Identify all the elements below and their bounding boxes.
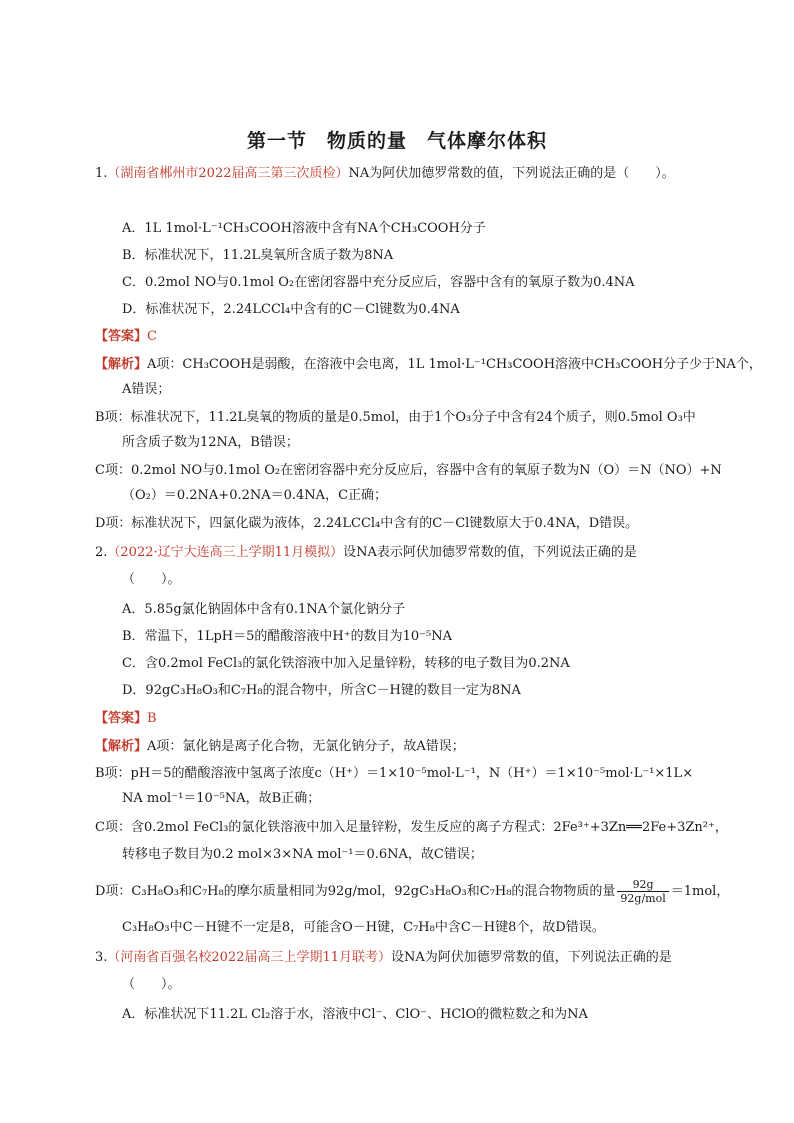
fraction: $\frac{92g}{\text{92g/mol}}$ — [617, 878, 668, 905]
question-2-analysis-d-cont: C₃H₈O₃中C－H键不一定是8，可能含O－H键，C₇H₈中含C－H键8个，故D错误。 — [122, 920, 605, 935]
question-3-stem-cont: （ ）。 — [122, 977, 181, 992]
question-2-source: （2022·辽宁大连高三上学期11月模拟） — [107, 545, 344, 560]
question-2-analysis-a: 【解析】A项：氯化钠是离子化合物，无氯化钠分子，故A错误； — [95, 739, 465, 754]
question-3-stem: 3.（河南省百强名校2022届高三上学期11月联考）设NA为阿伏加德罗常数的值，下列说法正确的是 — [95, 950, 672, 965]
question-2-analysis-b: B项：pH＝5的醋酸溶液中氢离子浓度c（H⁺）＝1×10⁻⁵mol·L⁻¹，N（H⁺）＝1×10⁻⁵mol·L⁻¹×1L× — [95, 766, 694, 781]
question-1-option-b: B．标准状况下，11.2L臭氧所含质子数为8NA — [122, 248, 394, 263]
question-1-analysis-c-cont: （O₂）＝0.2NA+0.2NA＝0.4NA，C正确； — [122, 488, 388, 503]
question-2-stem-cont: （ ）。 — [122, 572, 181, 587]
question-3-option-a: A．标准状况下11.2L Cl₂溶于水，溶液中Cl⁻、ClO⁻、HClO的微粒数之和为NA — [122, 1007, 588, 1022]
question-2-analysis-c-cont: 转移电子数目为0.2 mol×3×NA mol⁻¹＝0.6NA，故C错误； — [122, 847, 483, 862]
question-2-option-c: C．含0.2mol FeCl₃的氯化铁溶液中加入足量锌粉，转移的电子数目为0.2NA — [122, 656, 570, 671]
question-1-option-a: A．1L 1mol·L⁻¹CH₃COOH溶液中含有NA个CH₃COOH分子 — [122, 221, 486, 236]
question-1-answer: 【答案】C — [95, 329, 157, 344]
question-1-analysis-c: C项：0.2mol NO与0.1mol O₂在密闭容器中充分反应后，容器中含有的氧原子数为N（O）＝N（NO）+N — [95, 463, 722, 478]
question-2-option-d: D．92gC₃H₈O₃和C₇H₈的混合物中，所含C－H键的数目一定为8NA — [122, 683, 521, 698]
question-3-source: （河南省百强名校2022届高三上学期11月联考） — [107, 950, 392, 965]
question-1-analysis-d: D项：标准状况下，四氯化碳为液体，2.24LCCl₄中含有的C－Cl键数原大于0.4NA，D错误。 — [95, 516, 639, 531]
question-1-option-c: C．0.2mol NO与0.1mol O₂在密闭容器中充分反应后，容器中含有的氧原子数为0.4NA — [122, 275, 635, 290]
question-1-stem: 1.（湖南省郴州市2022届高三第三次质检）NA为阿伏加德罗常数的值，下列说法正确的是（ ）。 — [95, 166, 675, 181]
question-1-analysis-b-cont: 所含质子数为12NA，B错误； — [122, 435, 299, 450]
question-1-analysis-b: B项：标准状况下，11.2L臭氧的物质的量是0.5mol，由于1个O₃分子中含有24个质子，则0.5mol O₃中 — [95, 410, 696, 425]
question-1-source: （湖南省郴州市2022届高三第三次质检） — [107, 166, 349, 181]
question-1-analysis-a: 【解析】A项：CH₃COOH是弱酸，在溶液中会电离，1L 1mol·L⁻¹CH₃COOH溶液中CH₃COOH分子少于NA个， — [95, 357, 762, 372]
question-2-option-a: A．5.85g氯化钠固体中含有0.1NA个氯化钠分子 — [122, 602, 406, 617]
question-2-analysis-c: C项：含0.2mol FeCl₃的氯化铁溶液中加入足量锌粉，发生反应的离子方程式：2Fe³⁺+3Zn══2Fe+3Zn²⁺， — [95, 820, 728, 835]
question-2-option-b: B．常温下，1LpH＝5的醋酸溶液中H⁺的数目为10⁻⁵NA — [122, 629, 452, 644]
question-2-analysis-b-cont: NA mol⁻¹＝10⁻⁵NA，故B正确； — [122, 791, 321, 806]
section-title: 第一节 物质的量 气体摩尔体积 — [246, 130, 547, 152]
question-1-option-d: D．标准状况下，2.24LCCl₄中含有的C－Cl键数为0.4NA — [122, 302, 460, 317]
question-2-analysis-d: D项：C₃H₈O₃和C₇H₈的摩尔质量相同为92g/mol，92gC₃H₈O₃和C₇H₈的混合物物质的量 $\frac{92g}{\text{92g/mol}}$ ＝1mol， — [95, 878, 730, 905]
question-1-analysis-a-cont: A错误； — [122, 382, 171, 397]
question-2-answer: 【答案】B — [95, 711, 157, 726]
question-2-stem: 2.（2022·辽宁大连高三上学期11月模拟）设NA表示阿伏加德罗常数的值，下列说法正确的是 — [95, 545, 637, 560]
